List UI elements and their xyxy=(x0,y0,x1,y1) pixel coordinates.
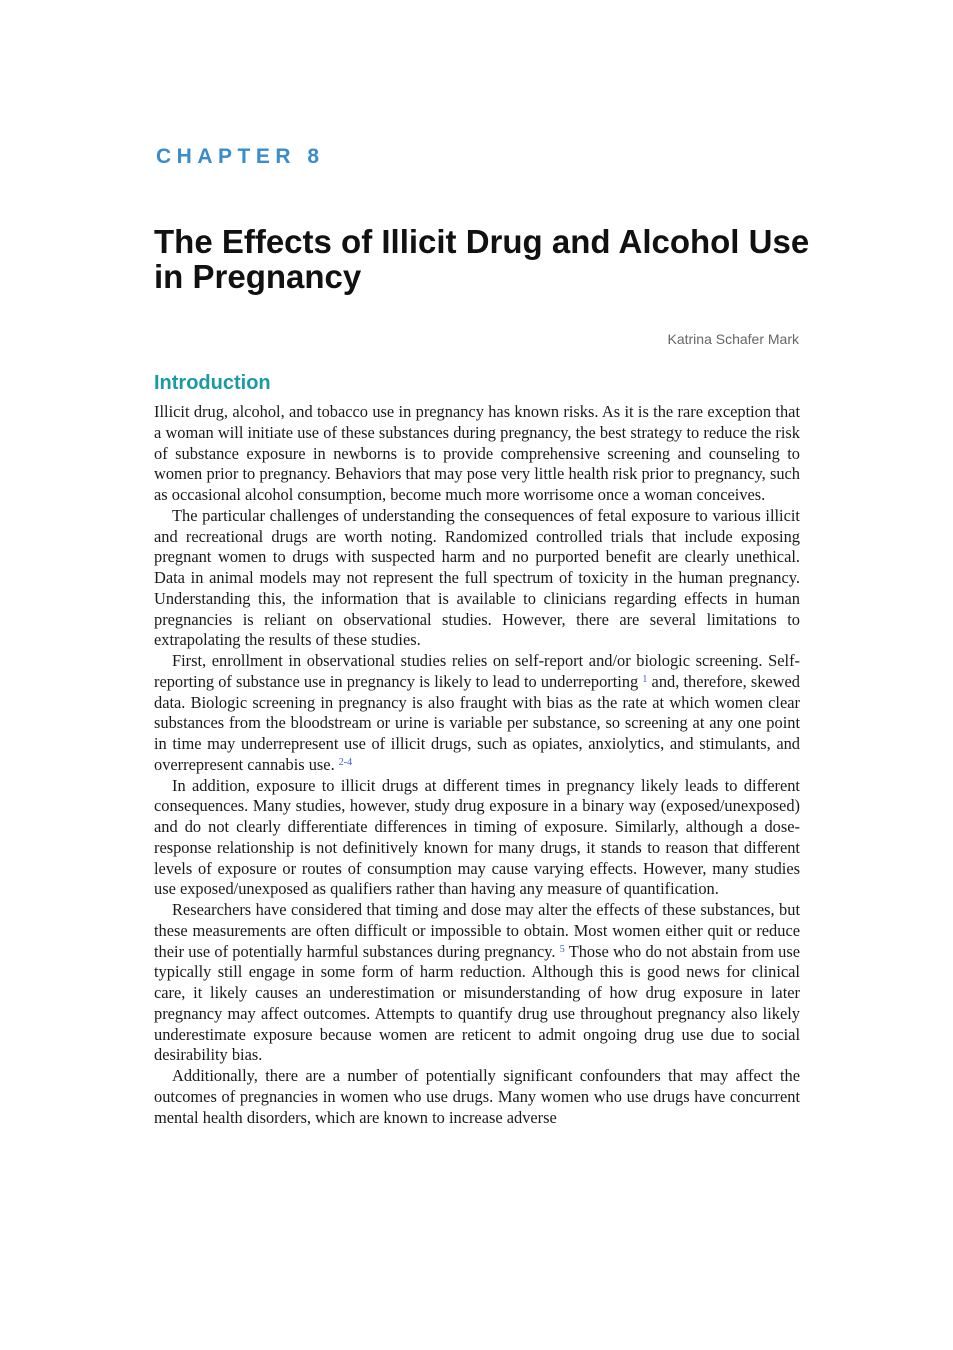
paragraph-text: Those who do not abstain from use typically still engage in some form of harm reduction. Although this is good news for clinical care, it likely causes an underestimation or misunderstanding of how drug exposure in later pregnancy may affect outcomes. Attempts to quantify drug use throughout pregnancy also likely underestimate exposure because women are reticent to admit ongoing drug use due to social desirability bias. xyxy=(154,941,800,1065)
citation-link[interactable]: 5 xyxy=(559,943,565,955)
paragraph: The particular challenges of understanding the consequences of fetal exposure to various illicit and recreational drugs are worth noting. Randomized controlled trials that include exposing pregnant women to drugs with suspected harm and no purported benefit are clearly unethical. Data in animal models may not represent the full spectrum of toxicity in the human pregnancy. Understanding this, the information that is available to clinicians regarding effects in human pregnancies is reliant on observational studies. However, there are several limitations to extrapolating the results of these studies. xyxy=(154,505,800,650)
paragraph: Illicit drug, alcohol, and tobacco use in pregnancy has known risks. As it is the rare exception that a woman will initiate use of these substances during pregnancy, the best strategy to reduce the risk of substance exposure in newborns is to provide comprehensive screening and counseling to women prior to pregnancy. Behaviors that may pose very little health risk prior to pregnancy, such as occasional alcohol consumption, become much more worrisome once a woman conceives. xyxy=(154,402,800,504)
section-heading: Introduction xyxy=(154,372,271,394)
paragraph: In addition, exposure to illicit drugs at different times in pregnancy likely leads to different consequences. Many studies, however, study drug exposure in a binary way (exposed/unexposed) and do not clearly differentiate differences in timing of exposure. Similarly, although a dose-response relationship is not definitively known for many drugs, it stands to reason that different levels of exposure or routes of consumption may cause varying effects. However, many studies use exposed/unexposed as qualifiers rather than having any measure of quantification. xyxy=(154,775,800,899)
chapter-author: Katrina Schafer Mark xyxy=(667,331,799,347)
paragraph-text: and, therefore, skewed data. Biologic screening in pregnancy is also fraught with bias as the rate at which women clear substances from the bloodstream or urine is variable per substance, so screening at any one point in time may underrepresent use of illicit drugs, such as opiates, anxiolytics, and stimulants, and overrepresent cannabis use. xyxy=(154,671,800,774)
citation-link[interactable]: 2-4 xyxy=(338,756,353,768)
paragraph xyxy=(154,651,800,776)
paragraph: Additionally, there are a number of potentially significant confounders that may affect the outcomes of pregnancies in women who use drugs. Many women who use drugs have concurrent mental health disorders, which are known to increase adverse xyxy=(154,1066,800,1127)
paragraph xyxy=(154,900,800,1066)
paragraph-text: Researchers have considered that timing and dose may alter the effects of these substances, but these measurements are often difficult or impossible to obtain. Most women either quit or reduce their use of potentially harmful substances during pregnancy. xyxy=(154,900,800,961)
paragraph-text: First, enrollment in observational studies relies on self-report and/or biologic screening. Self-reporting of substance use in pregnancy is likely to lead to underreporting xyxy=(154,651,800,691)
chapter-label: CHAPTER 8 xyxy=(156,145,325,168)
chapter-title: The Effects of Illicit Drug and Alcohol Use in Pregnancy xyxy=(154,223,810,295)
citation-link[interactable]: 1 xyxy=(642,673,648,685)
body-text xyxy=(154,402,800,1128)
